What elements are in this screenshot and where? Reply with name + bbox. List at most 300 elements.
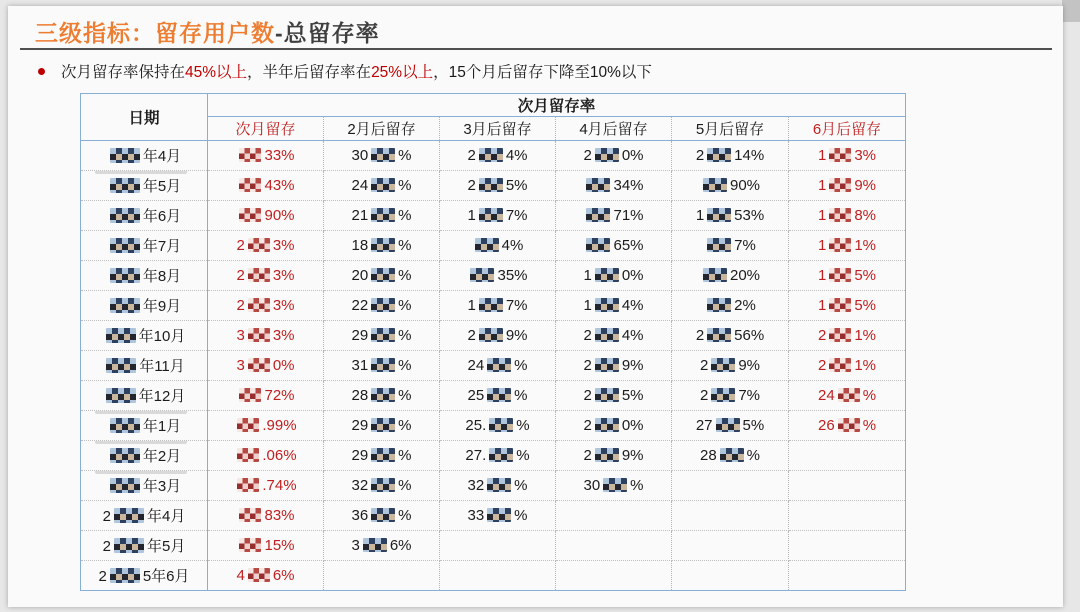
censored-pixelation-icon	[110, 178, 140, 193]
cell-text: 20%	[729, 267, 761, 284]
cell-text: 33	[467, 507, 485, 524]
censored-pixelation-icon	[371, 268, 395, 282]
cell-text: %	[514, 507, 528, 524]
date-cell	[81, 291, 208, 321]
censored-pixelation-icon	[248, 298, 270, 312]
cell-text: 53%	[734, 207, 765, 224]
censored-pixelation-icon	[479, 328, 503, 342]
cell-text: 2	[583, 357, 592, 374]
value-cell	[440, 201, 556, 231]
cell-text: %	[514, 477, 528, 494]
bullet-segment: 次月留存率保持在	[61, 64, 186, 81]
value-cell	[208, 561, 324, 591]
censored-pixelation-icon	[371, 208, 395, 222]
cell-text: 1	[818, 267, 827, 284]
value-cell	[324, 231, 440, 261]
censored-pixelation-icon	[110, 418, 140, 433]
censored-pixelation-icon	[110, 208, 140, 223]
cell-text: %	[398, 387, 412, 404]
censored-pixelation-icon	[703, 268, 727, 282]
cell-text: 2	[583, 327, 592, 344]
date-cell	[81, 201, 208, 231]
cell-text: 1	[583, 267, 592, 284]
censored-pixelation-icon	[829, 208, 851, 222]
page-title-highlight: 三级指标：留存用户数	[35, 20, 275, 46]
cell-text: 2	[102, 508, 111, 525]
value-cell	[324, 291, 440, 321]
cell-text: 3	[236, 327, 245, 344]
value-cell	[208, 531, 324, 561]
cell-text: 0%	[272, 357, 295, 374]
table-row	[81, 141, 906, 171]
cell-text: 1	[818, 147, 827, 164]
value-cell	[324, 321, 440, 351]
censored-pixelation-icon	[829, 238, 851, 252]
cell-text: 2	[699, 357, 709, 374]
value-cell	[556, 171, 672, 201]
cell-text: 24	[818, 387, 835, 404]
value-cell	[440, 141, 556, 171]
value-cell	[672, 231, 789, 261]
cell-text: 2	[467, 147, 476, 164]
cell-text: 20	[351, 267, 369, 284]
value-cell	[672, 381, 789, 411]
censored-pixelation-icon	[595, 448, 619, 462]
bullet-segment-red: 45%以上	[185, 64, 248, 81]
cell-text: 29	[351, 417, 369, 434]
date-cell	[81, 321, 208, 351]
censored-pixelation-icon	[371, 418, 395, 432]
cell-text: 15%	[264, 537, 295, 554]
censored-pixelation-icon	[237, 448, 259, 462]
cell-text: %	[514, 357, 528, 374]
cell-text: %	[398, 507, 412, 524]
value-cell	[324, 501, 440, 531]
cell-text: .06%	[262, 447, 297, 464]
value-cell	[789, 201, 906, 231]
value-cell	[556, 441, 672, 471]
cell-text: 33%	[264, 147, 295, 164]
censored-pixelation-icon	[239, 538, 261, 552]
value-cell	[324, 471, 440, 501]
cell-text: %	[514, 387, 528, 404]
cell-text: 年5月	[147, 538, 186, 555]
date-cell	[81, 351, 208, 381]
value-cell	[324, 561, 440, 591]
censored-pixelation-icon	[110, 298, 140, 313]
cell-text: 1	[818, 297, 827, 314]
date-cell	[81, 231, 208, 261]
cell-text: 3	[351, 537, 360, 554]
cell-text: %	[398, 447, 412, 464]
cell-text: 年4月	[147, 508, 186, 525]
value-cell	[556, 261, 672, 291]
value-cell	[789, 531, 906, 561]
bullet-dot-icon	[38, 68, 45, 75]
cell-text: 5%	[854, 267, 877, 284]
date-cell	[81, 471, 208, 501]
cell-text: 9%	[505, 327, 528, 344]
cell-text: 3	[236, 357, 245, 374]
cell-text: 4%	[505, 147, 528, 164]
censored-pixelation-icon	[237, 478, 259, 492]
column-header: 2月后留存	[324, 117, 440, 141]
censored-pixelation-icon	[595, 268, 619, 282]
value-cell	[208, 291, 324, 321]
cell-text: 2	[236, 237, 245, 254]
value-cell	[440, 171, 556, 201]
value-cell	[208, 141, 324, 171]
censored-pixelation-icon	[470, 268, 494, 282]
value-cell	[440, 561, 556, 591]
cell-text: 30	[351, 147, 369, 164]
cell-text: 年11月	[139, 358, 185, 375]
censored-pixelation-icon	[248, 568, 270, 582]
cell-text: 3%	[272, 237, 295, 254]
date-cell	[81, 171, 208, 201]
table-row	[81, 411, 906, 441]
cell-text: 43%	[264, 177, 295, 194]
censored-pixelation-icon	[720, 448, 744, 462]
censored-pixelation-icon	[595, 298, 619, 312]
censored-pixelation-icon	[110, 148, 140, 163]
table-row	[81, 381, 906, 411]
value-cell	[556, 291, 672, 321]
table-row	[81, 321, 906, 351]
table-row	[81, 171, 906, 201]
censored-pixelation-icon	[371, 508, 395, 522]
cell-text: %	[516, 417, 530, 434]
value-cell	[789, 471, 906, 501]
table-row	[81, 231, 906, 261]
cell-text: 5%	[621, 387, 644, 404]
column-header: 4月后留存	[556, 117, 672, 141]
cell-text: 年12月	[138, 388, 186, 405]
value-cell	[789, 351, 906, 381]
table-row	[81, 471, 906, 501]
bullet-text	[61, 60, 652, 82]
censored-pixelation-icon	[248, 268, 270, 282]
date-cell	[81, 381, 208, 411]
censored-pixelation-icon	[479, 298, 503, 312]
column-header: 次月留存	[208, 117, 324, 141]
cell-text: 71%	[613, 207, 644, 224]
censored-pixelation-icon	[371, 328, 395, 342]
cell-text: 26	[818, 417, 835, 434]
value-cell	[440, 531, 556, 561]
censored-pixelation-icon	[603, 478, 627, 492]
cell-text: %	[398, 477, 412, 494]
group-header-row	[81, 94, 906, 117]
cell-text: 1	[818, 177, 827, 194]
value-cell	[672, 321, 789, 351]
cell-text: 年7月	[142, 238, 182, 255]
cell-text: 2	[583, 417, 592, 434]
censored-pixelation-icon	[239, 178, 261, 192]
cell-text: %	[398, 417, 412, 434]
cell-text: 29	[351, 447, 369, 464]
cell-text: 9%	[854, 177, 877, 194]
cell-text: 29	[351, 327, 369, 344]
value-cell	[789, 441, 906, 471]
cell-text: 1%	[854, 327, 877, 344]
value-cell	[789, 141, 906, 171]
censored-pixelation-icon	[707, 238, 731, 252]
value-cell	[789, 261, 906, 291]
cell-text: 2	[236, 267, 245, 284]
value-cell	[556, 471, 672, 501]
value-cell	[208, 201, 324, 231]
value-cell	[324, 141, 440, 171]
censored-pixelation-icon	[110, 238, 140, 253]
cell-text: 年10月	[138, 328, 186, 345]
censored-pixelation-icon	[586, 178, 610, 192]
value-cell	[789, 411, 906, 441]
cell-text: 24	[467, 357, 485, 374]
column-header: 5月后留存	[672, 117, 789, 141]
cell-text: 年5月	[142, 178, 182, 195]
cell-text: 28	[699, 447, 717, 464]
cell-text: %	[746, 447, 761, 464]
cell-text: 年3月	[142, 478, 182, 495]
value-cell	[789, 381, 906, 411]
cell-text: 90%	[729, 177, 761, 194]
cell-text: 25.	[465, 417, 487, 434]
cell-text: 6%	[389, 537, 412, 554]
censored-pixelation-icon	[110, 478, 140, 493]
bullet-segment-red: 25%以上	[371, 64, 434, 81]
cell-text: 6%	[272, 567, 295, 584]
censored-pixelation-icon	[114, 508, 144, 523]
value-cell	[440, 351, 556, 381]
table-row	[81, 291, 906, 321]
censored-pixelation-icon	[829, 298, 851, 312]
cell-text: 7%	[505, 297, 528, 314]
cell-text: 2	[583, 447, 592, 464]
value-cell	[556, 351, 672, 381]
value-cell	[672, 171, 789, 201]
value-cell	[672, 411, 789, 441]
cell-text: 22	[351, 297, 369, 314]
date-cell	[81, 261, 208, 291]
value-cell	[556, 561, 672, 591]
value-cell	[672, 531, 789, 561]
value-cell	[556, 531, 672, 561]
table-row	[81, 441, 906, 471]
cell-text: 32	[467, 477, 485, 494]
censored-pixelation-icon	[487, 388, 511, 402]
cell-text: 5年6月	[142, 568, 190, 585]
cell-text: %	[398, 357, 412, 374]
table-row	[81, 561, 906, 591]
cell-text: 30	[583, 477, 601, 494]
value-cell	[672, 501, 789, 531]
censored-pixelation-icon	[248, 238, 270, 252]
censored-pixelation-icon	[595, 418, 619, 432]
cell-text: 4%	[501, 237, 524, 254]
page-corner-shade	[1062, 0, 1080, 22]
cell-text: 2	[102, 538, 111, 555]
censored-pixelation-icon	[371, 298, 395, 312]
censored-pixelation-icon	[371, 178, 395, 192]
cell-text: 4%	[621, 327, 644, 344]
value-cell	[324, 171, 440, 201]
cell-text: 年8月	[142, 268, 182, 285]
value-cell	[672, 201, 789, 231]
value-cell	[208, 501, 324, 531]
censored-pixelation-icon	[106, 358, 136, 373]
date-cell	[81, 441, 208, 471]
value-cell	[324, 441, 440, 471]
cell-text: 5%	[505, 177, 528, 194]
censored-pixelation-icon	[110, 568, 140, 583]
value-cell	[672, 261, 789, 291]
cell-text: .74%	[262, 477, 297, 494]
column-header: 3月后留存	[440, 117, 556, 141]
cell-text: %	[516, 447, 530, 464]
censored-pixelation-icon	[829, 148, 851, 162]
value-cell	[556, 321, 672, 351]
cell-text: %	[398, 297, 412, 314]
table-row	[81, 201, 906, 231]
cell-text: 90%	[264, 207, 295, 224]
cell-text: 2	[583, 387, 592, 404]
censored-pixelation-icon	[829, 328, 851, 342]
censored-pixelation-icon	[106, 388, 136, 403]
value-cell	[789, 171, 906, 201]
value-cell	[672, 141, 789, 171]
censored-pixelation-icon	[489, 448, 513, 462]
censored-pixelation-icon	[711, 388, 735, 402]
cell-text: %	[398, 267, 412, 284]
bullet-segment: ，15个月后留存下降至10%以下	[433, 64, 652, 81]
value-cell	[324, 531, 440, 561]
value-cell	[789, 321, 906, 351]
cell-text: 2	[699, 387, 709, 404]
value-cell	[556, 231, 672, 261]
cell-text: 2	[695, 147, 705, 164]
cell-text: 2%	[734, 297, 756, 314]
cell-text: 9%	[738, 357, 761, 374]
censored-pixelation-icon	[586, 238, 610, 252]
censored-pixelation-icon	[586, 208, 610, 222]
censored-pixelation-icon	[595, 358, 619, 372]
table-row	[81, 351, 906, 381]
censored-pixelation-icon	[371, 238, 395, 252]
value-cell	[324, 381, 440, 411]
value-cell	[556, 141, 672, 171]
value-cell	[789, 501, 906, 531]
value-cell	[208, 171, 324, 201]
censored-pixelation-icon	[716, 418, 740, 432]
value-cell	[789, 291, 906, 321]
group-header-cell: 次月留存率	[208, 94, 906, 117]
value-cell	[208, 441, 324, 471]
cell-text: 1%	[854, 237, 877, 254]
cell-text: 4%	[621, 297, 644, 314]
cell-text: 1	[818, 237, 827, 254]
cell-text: 32	[351, 477, 369, 494]
censored-pixelation-icon	[487, 358, 511, 372]
censored-pixelation-icon	[239, 208, 261, 222]
value-cell	[324, 411, 440, 441]
value-cell	[208, 261, 324, 291]
cell-text: 3%	[272, 267, 295, 284]
value-cell	[556, 501, 672, 531]
censored-pixelation-icon	[707, 208, 731, 222]
cell-text: %	[862, 417, 877, 434]
table-row	[81, 531, 906, 561]
cell-text: 2	[98, 568, 107, 585]
cell-text: 65%	[613, 237, 644, 254]
censored-pixelation-icon	[106, 328, 136, 343]
retention-table-body	[81, 141, 906, 591]
value-cell	[672, 471, 789, 501]
table-row	[81, 501, 906, 531]
cell-text: 2	[818, 327, 827, 344]
value-cell	[556, 411, 672, 441]
censored-pixelation-icon	[487, 508, 511, 522]
censored-pixelation-icon	[371, 388, 395, 402]
cell-text: %	[398, 207, 412, 224]
censored-pixelation-icon	[479, 208, 503, 222]
censored-pixelation-icon	[110, 268, 140, 283]
cell-text: 3%	[272, 327, 295, 344]
cell-text: 35%	[497, 267, 528, 284]
date-cell	[81, 561, 208, 591]
censored-pixelation-icon	[595, 148, 619, 162]
date-cell	[81, 501, 208, 531]
value-cell	[208, 471, 324, 501]
value-cell	[789, 231, 906, 261]
cell-text: 83%	[264, 507, 295, 524]
value-cell	[324, 261, 440, 291]
cell-text: 1	[695, 207, 705, 224]
censored-pixelation-icon	[489, 418, 513, 432]
cell-text: 0%	[621, 147, 644, 164]
date-cell	[81, 531, 208, 561]
cell-text: 3%	[854, 147, 877, 164]
cell-text: %	[862, 387, 877, 404]
page-title-rest: -总留存率	[275, 20, 380, 46]
cell-text: 56%	[734, 327, 765, 344]
value-cell	[440, 501, 556, 531]
value-cell	[440, 441, 556, 471]
cell-text: 2	[467, 177, 476, 194]
cell-text: 1	[467, 297, 476, 314]
date-cell	[81, 141, 208, 171]
value-cell	[440, 231, 556, 261]
cell-text: %	[398, 147, 412, 164]
censored-pixelation-icon	[248, 328, 270, 342]
retention-table-container	[80, 93, 906, 591]
value-cell	[440, 381, 556, 411]
value-cell	[672, 561, 789, 591]
cell-text: 年1月	[142, 418, 182, 435]
censored-pixelation-icon	[239, 148, 261, 162]
cell-text: 8%	[854, 207, 877, 224]
censored-pixelation-icon	[707, 298, 731, 312]
value-cell	[440, 291, 556, 321]
title-underline	[20, 48, 1052, 50]
page-title	[35, 15, 380, 48]
cell-text: .99%	[262, 417, 297, 434]
cell-text: 9%	[621, 357, 644, 374]
censored-pixelation-icon	[703, 178, 727, 192]
cell-text: %	[398, 177, 412, 194]
date-header-cell: 日期	[81, 94, 208, 141]
censored-pixelation-icon	[248, 358, 270, 372]
